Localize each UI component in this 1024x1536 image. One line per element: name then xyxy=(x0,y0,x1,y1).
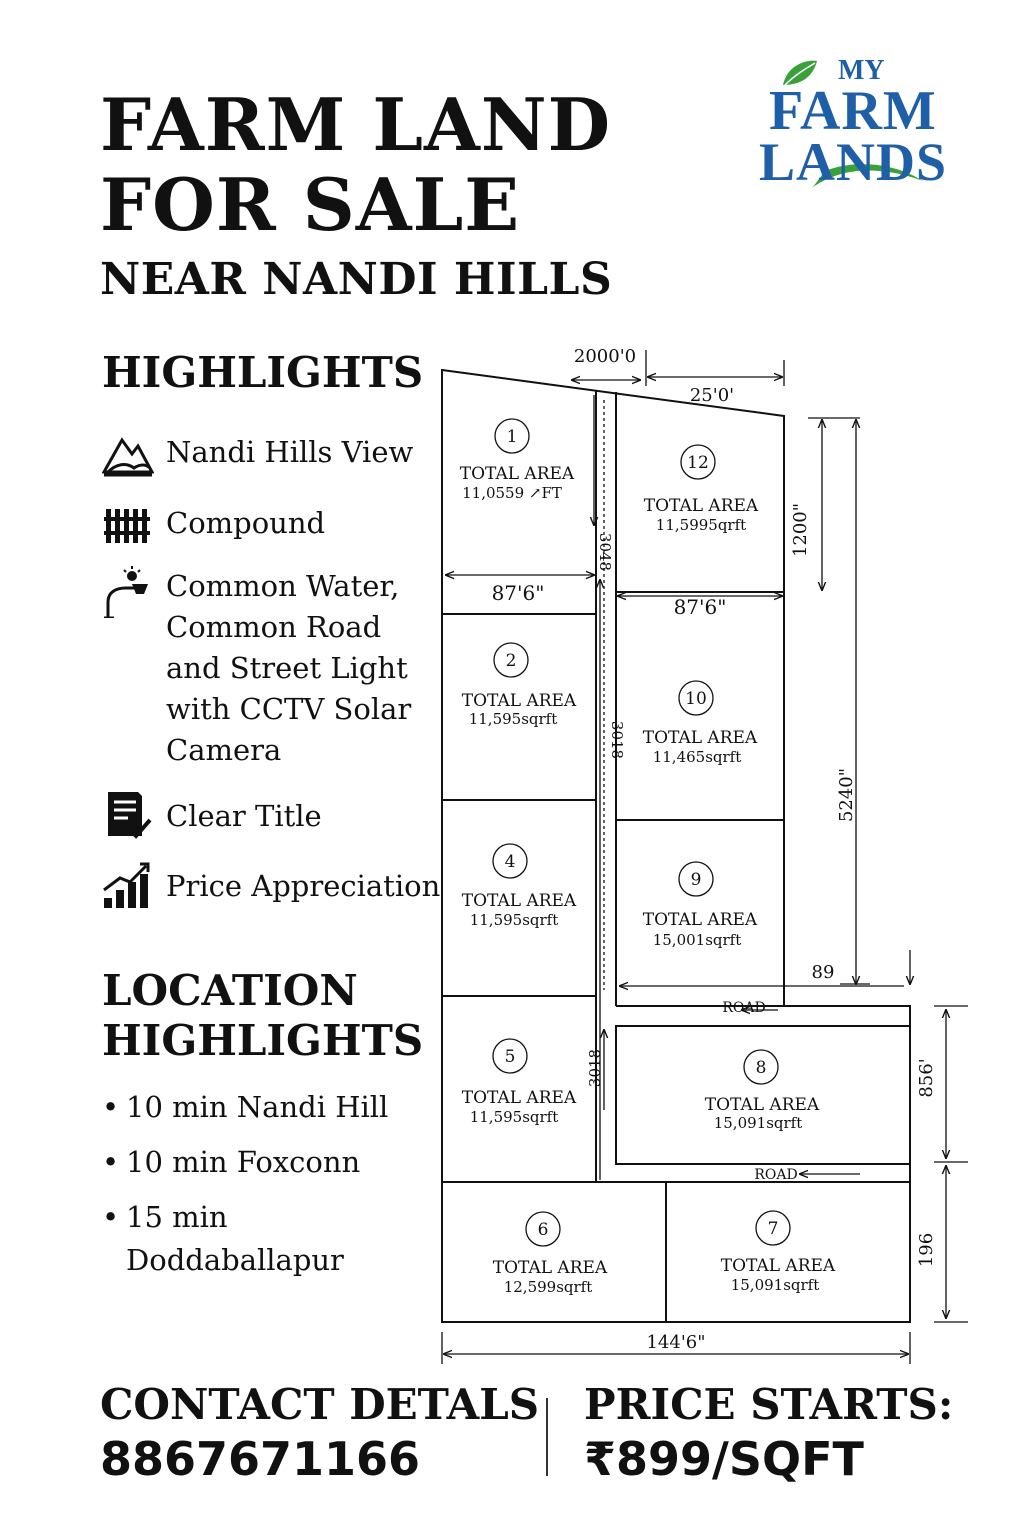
footer-divider xyxy=(546,1398,548,1476)
plot-4[interactable] xyxy=(462,852,577,929)
plot-area-label: TOTAL AREA xyxy=(492,1258,608,1278)
price-heading: PRICE STARTS: xyxy=(584,1380,954,1429)
plot-area-label: TOTAL AREA xyxy=(720,1256,836,1276)
location-text: 15 min Doddaballapur xyxy=(126,1200,344,1277)
plot-area-label: TOTAL AREA xyxy=(461,891,577,911)
dim-left-width-label: 87'6" xyxy=(491,581,545,605)
plot-area: 15,091sqrft xyxy=(730,1276,820,1294)
plot-area: 11,465sqrft xyxy=(652,748,742,766)
highlight-text: Nandi Hills View xyxy=(166,435,414,469)
dim-road-1-label: 3048 xyxy=(596,532,614,572)
price-value: ₹899/SQFT xyxy=(584,1432,864,1486)
plot-9[interactable] xyxy=(643,870,758,949)
dim-road-2-label: 3018 xyxy=(608,720,626,760)
highlight-text: Clear Title xyxy=(166,799,322,833)
plot-6[interactable] xyxy=(493,1220,608,1296)
dim-bottom-width-label: 144'6" xyxy=(646,1332,706,1353)
location-heading-line-2: HIGHLIGHTS xyxy=(102,1016,424,1065)
plot-area-label: TOTAL AREA xyxy=(459,464,575,484)
dim-bottom-height-label: 196 xyxy=(916,1232,937,1268)
plot-10[interactable] xyxy=(643,689,758,766)
highlights-heading: HIGHLIGHTS xyxy=(102,348,424,397)
plot-area: 15,001sqrft xyxy=(652,931,742,949)
location-text: 10 min Foxconn xyxy=(126,1145,361,1179)
plot-area-label: TOTAL AREA xyxy=(642,910,758,930)
plot-7[interactable] xyxy=(721,1219,836,1294)
plot-area: 11,0559 ↗FT xyxy=(462,484,562,502)
location-text: 10 min Nandi Hill xyxy=(126,1090,389,1124)
plot-area: 12,599sqrft xyxy=(503,1278,593,1296)
plot-number: 10 xyxy=(685,689,707,709)
plot-5[interactable] xyxy=(462,1047,577,1126)
plot-area: 11,595sqrft xyxy=(468,710,558,728)
logo-lands: LANDS xyxy=(759,132,948,192)
plot-number: 2 xyxy=(505,651,517,671)
plot-area-label: TOTAL AREA xyxy=(642,728,758,748)
subtitle: NEAR NANDI HILLS xyxy=(100,254,613,305)
dim-right-upper-label: 1200" xyxy=(790,502,811,558)
dim-gap-label: 89 xyxy=(811,962,835,983)
highlight-text: Compound xyxy=(166,506,326,540)
plot-number: 9 xyxy=(690,870,702,890)
dim-plot8-height-label: 856' xyxy=(916,1058,937,1098)
plot-area-label: TOTAL AREA xyxy=(704,1095,820,1115)
logo-farm: FARM xyxy=(769,80,937,142)
plot-number: 12 xyxy=(687,453,709,473)
dim-top-right-label: 25'0' xyxy=(689,385,735,406)
location-heading-line-1: LOCATION xyxy=(102,966,358,1015)
plot-area: 15,091sqrft xyxy=(713,1114,803,1132)
plot-12[interactable] xyxy=(644,453,759,534)
dim-right-total-label: 5240" xyxy=(836,767,857,823)
plot-number: 5 xyxy=(504,1047,516,1067)
contact-phone[interactable]: 8867671166 xyxy=(100,1432,421,1486)
dim-right-width-label: 87'6" xyxy=(673,595,727,619)
highlight-text: Price Appreciation xyxy=(166,869,441,903)
plot-area: 11,5995qrft xyxy=(655,516,747,534)
plot-number: 6 xyxy=(537,1220,549,1240)
plot-2[interactable] xyxy=(462,651,577,728)
dim-road-3-label: 3018 xyxy=(586,1048,604,1088)
contact-heading: CONTACT DETALS xyxy=(100,1380,540,1429)
road-label-2: ROAD xyxy=(754,1167,798,1183)
plot-8[interactable] xyxy=(705,1058,820,1132)
plot-area: 11,595sqrft xyxy=(469,1108,559,1126)
plot-number: 8 xyxy=(755,1058,767,1078)
bullet: • xyxy=(102,1145,120,1179)
bullet: • xyxy=(102,1090,120,1124)
title-line-2: FOR SALE xyxy=(100,162,521,247)
plot-number: 4 xyxy=(504,852,516,872)
plot-number: 1 xyxy=(506,427,518,447)
plot-area-label: TOTAL AREA xyxy=(461,691,577,711)
dim-top-left-label: 2000'0 xyxy=(573,346,637,367)
plot-area-label: TOTAL AREA xyxy=(643,496,759,516)
title-line-1: FARM LAND xyxy=(100,82,612,167)
plot-area: 11,595sqrft xyxy=(469,911,559,929)
plot-number: 7 xyxy=(767,1219,779,1239)
road-label-1: ROAD xyxy=(722,1000,766,1016)
logo-my: MY xyxy=(838,55,885,86)
plot-1[interactable] xyxy=(460,427,575,502)
bullet: • xyxy=(102,1200,120,1234)
highlight-text: Common Water, Common Road and Street Light with CCTV Solar Camera xyxy=(166,569,412,767)
plot-area-label: TOTAL AREA xyxy=(461,1088,577,1108)
